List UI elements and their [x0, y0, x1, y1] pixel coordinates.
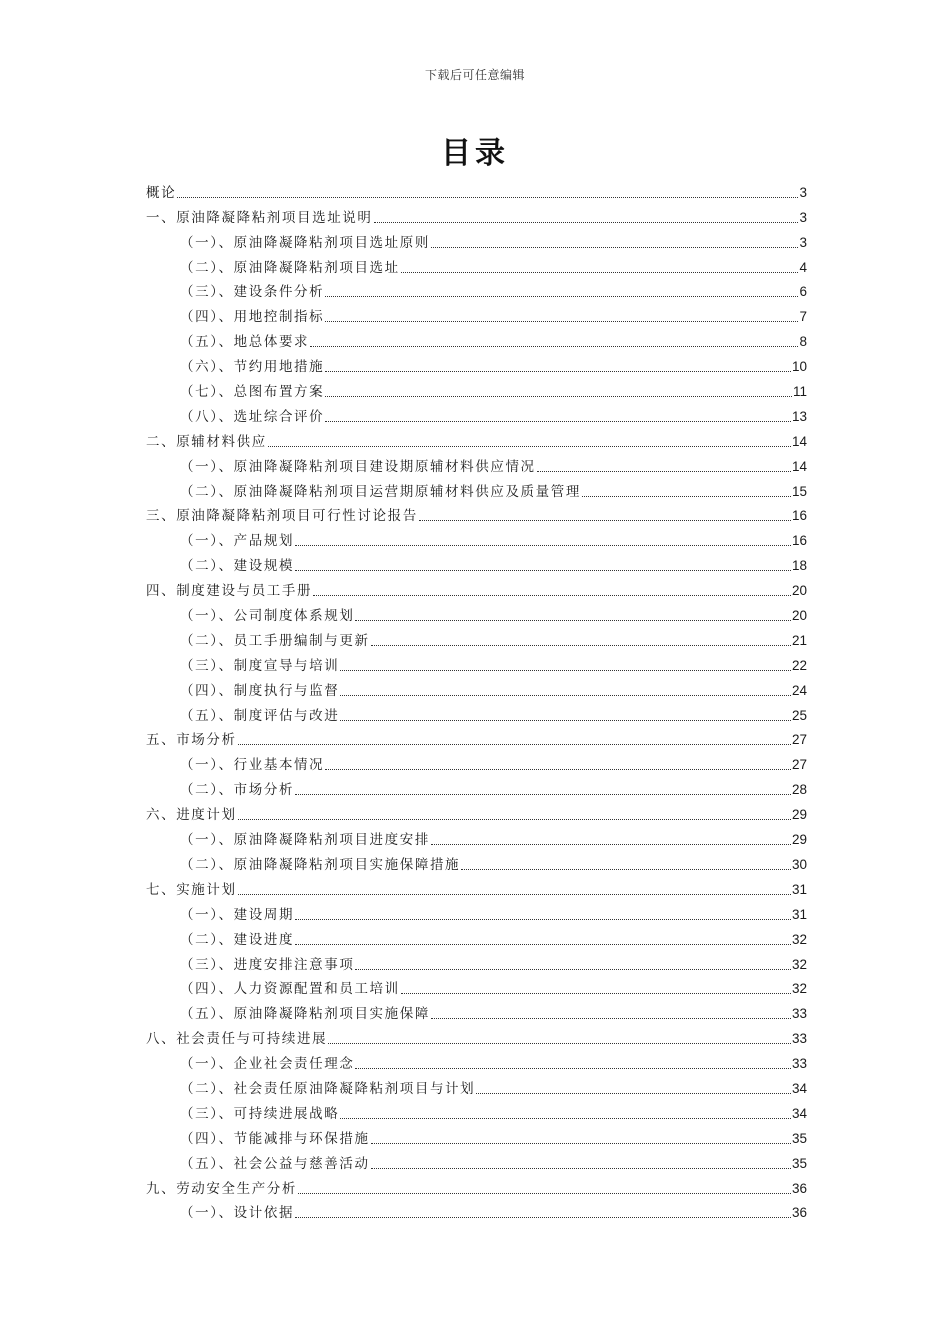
toc-entry-page-number: 4	[799, 259, 807, 275]
toc-entry-label: （五）、原油降凝降粘剂项目实施保障	[180, 1006, 430, 1023]
dot-leader	[401, 993, 791, 994]
toc-subentry[interactable]	[146, 824, 807, 849]
toc-entry-label: （一）、企业社会责任理念	[180, 1056, 355, 1073]
dot-leader	[401, 272, 799, 273]
toc-entry-label: （二）、原油降凝降粘剂项目实施保障措施	[180, 856, 461, 873]
toc-entry-label: 概论	[146, 184, 177, 201]
toc-entry-page-number: 33	[791, 1056, 807, 1072]
dot-leader	[371, 1168, 791, 1169]
dot-leader	[431, 1018, 791, 1019]
toc-entry-page-number: 30	[791, 856, 807, 872]
dot-leader	[238, 894, 791, 895]
toc-entry-page-number: 18	[791, 558, 807, 574]
toc-entry-page-number: 31	[791, 906, 807, 922]
toc-subentry[interactable]	[146, 1123, 807, 1148]
toc-entry[interactable]	[146, 177, 807, 202]
dot-leader	[177, 197, 798, 198]
dot-leader	[582, 496, 791, 497]
toc-entry[interactable]	[146, 1023, 807, 1048]
toc-subentry[interactable]	[146, 1148, 807, 1173]
toc-entry-page-number: 31	[791, 881, 807, 897]
toc-entry-page-number: 8	[799, 334, 807, 350]
toc-subentry[interactable]	[146, 675, 807, 700]
toc-entry-page-number: 32	[791, 956, 807, 972]
toc-entry-label: （三）、可持续进展战略	[180, 1105, 340, 1122]
toc-entry-label: （二）、建设进度	[180, 931, 295, 948]
dot-leader	[310, 346, 798, 347]
toc-entry-page-number: 20	[791, 583, 807, 599]
toc-entry-page-number: 35	[791, 1130, 807, 1146]
toc-entry-page-number: 36	[791, 1205, 807, 1221]
toc-entry[interactable]	[146, 575, 807, 600]
toc-subentry[interactable]	[146, 1198, 807, 1223]
toc-entry-label: （五）、社会公益与慈善活动	[180, 1155, 370, 1172]
toc-entry-page-number: 25	[791, 707, 807, 723]
toc-entry-page-number: 14	[791, 433, 807, 449]
dot-leader	[374, 222, 799, 223]
toc-entry-label: 二、原辅材料供应	[146, 433, 267, 450]
toc-entry-page-number: 16	[791, 508, 807, 524]
toc-subentry[interactable]	[146, 849, 807, 874]
header-note: 下载后可任意编辑	[424, 68, 525, 82]
toc-entry-label: 九、劳动安全生产分析	[146, 1180, 297, 1197]
toc-entry-page-number: 34	[791, 1105, 807, 1121]
toc-subentry[interactable]	[146, 949, 807, 974]
dot-leader	[340, 695, 791, 696]
dot-leader	[431, 844, 791, 845]
toc-entry-page-number: 27	[791, 757, 807, 773]
dot-leader	[371, 645, 791, 646]
dot-leader	[537, 471, 791, 472]
dot-leader	[419, 520, 791, 521]
toc-entry-page-number: 32	[791, 931, 807, 947]
toc-entry-label: （一）、原油降凝降粘剂项目建设期原辅材料供应情况	[180, 458, 536, 475]
toc-entry-label: （一）、原油降凝降粘剂项目进度安排	[180, 832, 430, 849]
dot-leader	[325, 421, 791, 422]
toc-entry-label: （三）、进度安排注意事项	[180, 956, 355, 973]
toc-entry-label: （八）、选址综合评价	[180, 408, 325, 425]
dot-leader	[340, 670, 791, 671]
toc-entry-label: （五）、地总体要求	[180, 334, 310, 351]
toc-subentry[interactable]	[146, 351, 807, 376]
toc-entry-label: 三、原油降凝降粘剂项目可行性讨论报告	[146, 508, 418, 525]
dot-leader	[295, 1217, 791, 1218]
dot-leader	[461, 869, 791, 870]
toc-entry-page-number: 3	[799, 209, 807, 225]
dot-leader	[295, 794, 791, 795]
toc-subentry[interactable]	[146, 451, 807, 476]
page-title: 目录	[441, 136, 509, 171]
dot-leader	[325, 296, 798, 297]
toc-subentry[interactable]	[146, 1048, 807, 1073]
toc-subentry[interactable]	[146, 227, 807, 252]
dot-leader	[431, 247, 799, 248]
dot-leader	[295, 545, 791, 546]
toc-entry-label: （四）、制度执行与监督	[180, 682, 340, 699]
toc-entry-label: （一）、公司制度体系规划	[180, 608, 355, 625]
dot-leader	[295, 570, 791, 571]
toc-entry-label: （二）、原油降凝降粘剂项目选址	[180, 259, 400, 276]
toc-subentry[interactable]	[146, 550, 807, 575]
toc-subentry[interactable]	[146, 625, 807, 650]
toc-entry-label: （四）、节能减排与环保措施	[180, 1130, 370, 1147]
toc-subentry[interactable]	[146, 252, 807, 277]
toc-entry-page-number: 33	[791, 1031, 807, 1047]
dot-leader	[325, 396, 792, 397]
toc-entry-page-number: 33	[791, 1006, 807, 1022]
dot-leader	[325, 769, 791, 770]
toc-entry-label: （四）、用地控制指标	[180, 309, 325, 326]
toc-subentry[interactable]	[146, 749, 807, 774]
toc-entry-page-number: 24	[791, 682, 807, 698]
toc-entry-label: （一）、产品规划	[180, 533, 295, 550]
dot-leader	[355, 1068, 791, 1069]
toc-entry-label: （二）、员工手册编制与更新	[180, 632, 370, 649]
toc-entry-label: （二）、市场分析	[180, 782, 295, 799]
toc-entry-page-number: 29	[791, 832, 807, 848]
toc-subentry[interactable]	[146, 301, 807, 326]
toc-entry-label: （一）、行业基本情况	[180, 757, 325, 774]
toc-subentry[interactable]	[146, 1073, 807, 1098]
dot-leader	[340, 720, 791, 721]
toc-entry-page-number: 6	[799, 284, 807, 300]
toc-entry-label: （二）、原油降凝降粘剂项目运营期原辅材料供应及质量管理	[180, 483, 581, 500]
toc-entry-page-number: 16	[791, 533, 807, 549]
toc-subentry[interactable]	[146, 774, 807, 799]
dot-leader	[340, 1118, 791, 1119]
toc-entry[interactable]	[146, 799, 807, 824]
dot-leader	[325, 371, 791, 372]
dot-leader	[295, 919, 791, 920]
toc-entry-label: （七）、总图布置方案	[180, 384, 325, 401]
table-of-contents	[146, 177, 807, 1222]
toc-entry[interactable]	[146, 202, 807, 227]
toc-subentry[interactable]	[146, 401, 807, 426]
toc-entry-page-number: 3	[799, 234, 807, 250]
toc-entry[interactable]	[146, 725, 807, 750]
toc-subentry[interactable]	[146, 650, 807, 675]
toc-subentry[interactable]	[146, 376, 807, 401]
toc-entry-label: 一、原油降凝降粘剂项目选址说明	[146, 209, 373, 226]
toc-subentry[interactable]	[146, 974, 807, 999]
toc-subentry[interactable]	[146, 899, 807, 924]
toc-subentry[interactable]	[146, 326, 807, 351]
toc-entry[interactable]	[146, 1173, 807, 1198]
toc-entry-page-number: 28	[791, 782, 807, 798]
toc-entry-page-number: 7	[799, 309, 807, 325]
toc-subentry[interactable]	[146, 924, 807, 949]
toc-entry-page-number: 11	[792, 384, 807, 400]
dot-leader	[295, 944, 791, 945]
toc-entry-label: 五、市场分析	[146, 732, 237, 749]
toc-subentry[interactable]	[146, 700, 807, 725]
toc-subentry[interactable]	[146, 277, 807, 302]
dot-leader	[325, 321, 798, 322]
toc-entry-label: 七、实施计划	[146, 881, 237, 898]
toc-subentry[interactable]	[146, 600, 807, 625]
toc-entry-label: （四）、人力资源配置和员工培训	[180, 981, 400, 998]
toc-entry[interactable]	[146, 501, 807, 526]
toc-entry-label: （六）、节约用地措施	[180, 359, 325, 376]
toc-subentry[interactable]	[146, 525, 807, 550]
toc-subentry[interactable]	[146, 476, 807, 501]
toc-entry-label: （一）、原油降凝降粘剂项目选址原则	[180, 234, 430, 251]
toc-entry-page-number: 10	[791, 359, 807, 375]
toc-entry-page-number: 34	[791, 1080, 807, 1096]
toc-entry-page-number: 27	[791, 732, 807, 748]
toc-entry[interactable]	[146, 426, 807, 451]
toc-entry-page-number: 32	[791, 981, 807, 997]
toc-entry-page-number: 21	[791, 632, 807, 648]
dot-leader	[298, 1193, 791, 1194]
toc-entry-label: 八、社会责任与可持续进展	[146, 1031, 328, 1048]
toc-entry[interactable]	[146, 874, 807, 899]
dot-leader	[355, 620, 791, 621]
toc-subentry[interactable]	[146, 1098, 807, 1123]
dot-leader	[355, 969, 791, 970]
toc-subentry[interactable]	[146, 998, 807, 1023]
toc-entry-page-number: 29	[791, 807, 807, 823]
dot-leader	[313, 595, 791, 596]
toc-entry-page-number: 13	[791, 408, 807, 424]
dot-leader	[238, 819, 791, 820]
dot-leader	[328, 1043, 791, 1044]
toc-entry-label: 四、制度建设与员工手册	[146, 583, 313, 600]
toc-entry-label: （一）、建设周期	[180, 906, 295, 923]
toc-entry-label: （三）、建设条件分析	[180, 284, 325, 301]
dot-leader	[268, 446, 791, 447]
toc-entry-label: （二）、建设规模	[180, 558, 295, 575]
toc-entry-page-number: 22	[791, 657, 807, 673]
toc-entry-label: （二）、社会责任原油降凝降粘剂项目与计划	[180, 1080, 476, 1097]
toc-entry-page-number: 3	[799, 184, 807, 200]
toc-entry-page-number: 35	[791, 1155, 807, 1171]
toc-entry-page-number: 14	[791, 458, 807, 474]
dot-leader	[476, 1093, 791, 1094]
toc-entry-page-number: 15	[791, 483, 807, 499]
dot-leader	[238, 744, 791, 745]
toc-entry-page-number: 36	[791, 1180, 807, 1196]
toc-entry-page-number: 20	[791, 608, 807, 624]
toc-entry-label: （三）、制度宣导与培训	[180, 657, 340, 674]
dot-leader	[371, 1143, 791, 1144]
toc-entry-label: （五）、制度评估与改进	[180, 707, 340, 724]
toc-entry-label: （一）、设计依据	[180, 1205, 295, 1222]
toc-entry-label: 六、进度计划	[146, 807, 237, 824]
